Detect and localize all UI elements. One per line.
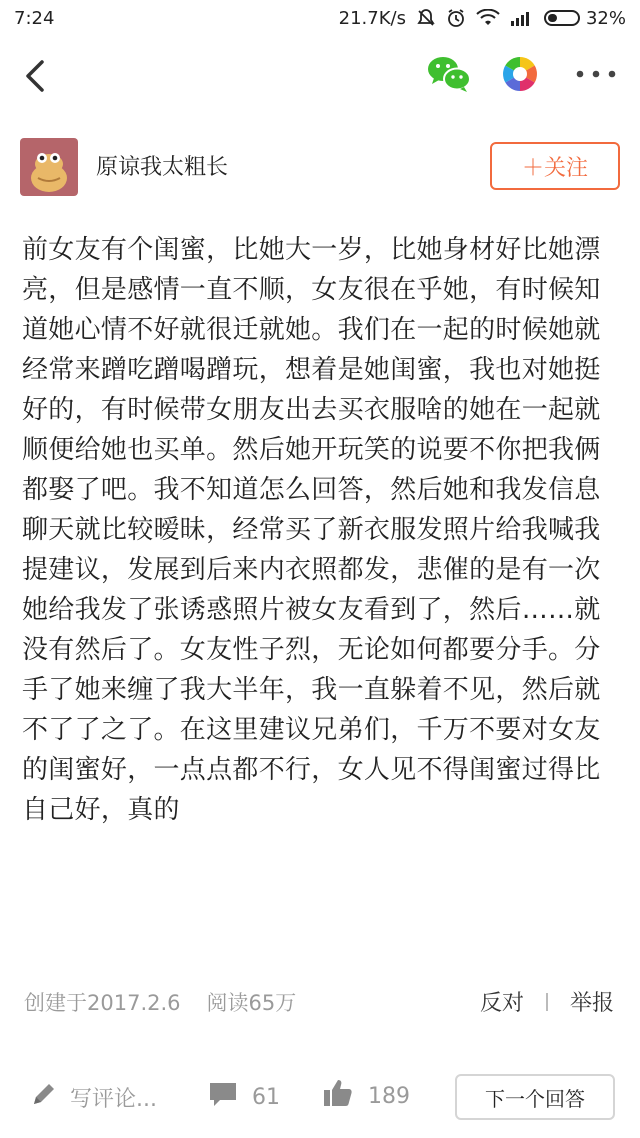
- bottom-bar: [0, 1068, 640, 1128]
- like-count: 189: [368, 1083, 410, 1109]
- read-count: 阅读65万: [206, 991, 297, 1015]
- more-dots-icon[interactable]: [574, 62, 618, 86]
- comment-count-button[interactable]: [208, 1080, 280, 1114]
- write-comment-button[interactable]: [30, 1080, 157, 1114]
- thumbs-up-icon: [322, 1078, 354, 1114]
- status-right: [339, 8, 626, 29]
- oppose-button[interactable]: 反对: [479, 991, 524, 1016]
- alarm-icon: [446, 8, 466, 28]
- post-meta: [24, 982, 616, 1022]
- status-bar: [0, 0, 640, 36]
- follow-button[interactable]: ＋关注: [490, 142, 620, 190]
- like-count-button[interactable]: [322, 1078, 410, 1114]
- pencil-icon: [30, 1080, 58, 1114]
- meta-actions: [480, 986, 614, 1017]
- wechat-icon[interactable]: [426, 54, 472, 94]
- moments-icon[interactable]: [500, 54, 540, 94]
- author-row: [20, 138, 620, 198]
- report-button[interactable]: 举报: [569, 991, 614, 1016]
- post-content: 前女友有个闺蜜，比她大一岁，比她身材好比她漂亮，但是感情一直不顺，女友很在乎她，有时候知道她心情不好就很迁就她。我们在一起的时候她就经常来蹭吃蹭喝蹭玩，想着是她闺蜜，我也对她挺好的，有时候带女朋友出去买衣服啥的她在一起就顺便给她也买单。然后她开玩笑的说要不你把我俩都娶了吧。我不知道怎么回答，然后她和我发信息聊天就比较暧昧，经常买了新衣服发照片给我喊我提建议，发展到后来内衣照都发，悲催的是有一次她给我发了张诱惑照片被女友看到了，然后……就没有然后了。女友性子烈，无论如何都要分手。分手了她来缠了我大半年，我一直躲着不见，然后就不了了之了。在这里建议兄弟们，千万不要对女友的闺蜜好，一点点都不行，女人见不得闺蜜过得比自己好，真的: [22, 235, 601, 825]
- signal-icon: [510, 10, 534, 26]
- battery-icon: [544, 10, 580, 26]
- battery-percent: 32%: [585, 7, 626, 29]
- created-date: 创建于2017.2.6: [24, 991, 181, 1015]
- comment-bubble-icon: [208, 1080, 238, 1114]
- back-arrow-icon[interactable]: [18, 56, 58, 96]
- next-answer-button[interactable]: 下一个回答: [455, 1074, 615, 1120]
- wifi-icon: [476, 9, 500, 27]
- comment-count: 61: [252, 1084, 280, 1110]
- divider: [546, 993, 548, 1011]
- write-comment-label: 写评论...: [70, 1086, 157, 1112]
- mute-icon: [416, 8, 436, 28]
- network-speed: 21.7K/s: [338, 7, 406, 29]
- status-time: 7:24: [14, 7, 55, 29]
- avatar[interactable]: [20, 138, 78, 196]
- author-name[interactable]: 原谅我太粗长: [96, 155, 229, 180]
- top-bar: [0, 40, 640, 110]
- battery-indicator: [544, 8, 626, 29]
